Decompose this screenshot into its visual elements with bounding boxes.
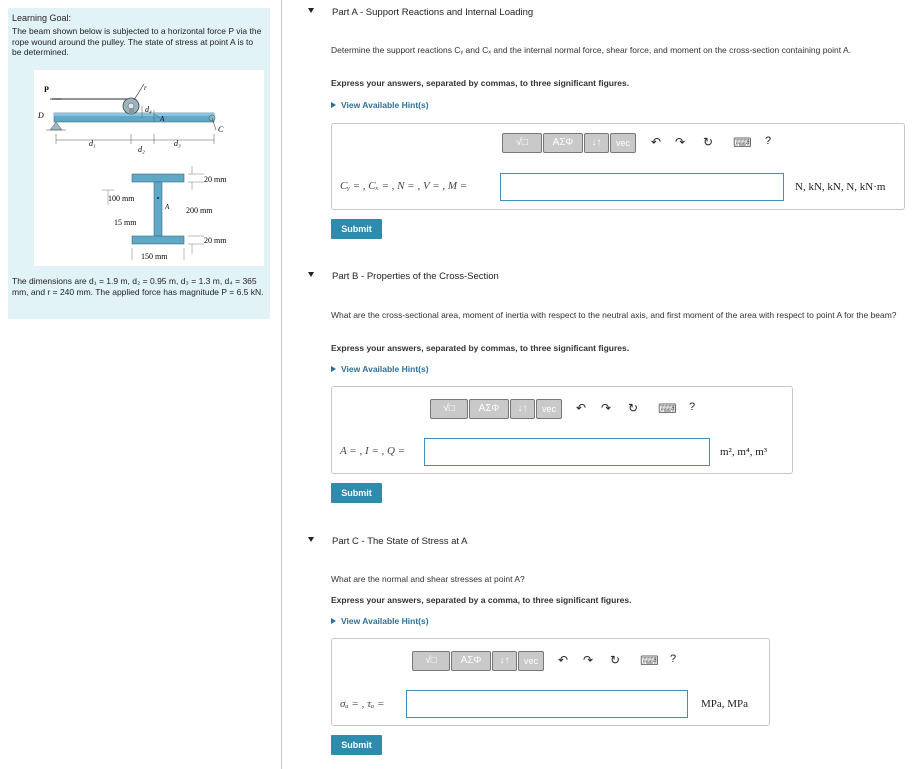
learning-goal-panel [8, 8, 270, 319]
collapse-triangle-icon [308, 272, 314, 277]
part-c-question: What are the normal and shear stresses at point A? [331, 574, 525, 584]
arrows-button[interactable]: ↓↑ [584, 133, 609, 153]
help-icon[interactable]: ? [689, 401, 696, 413]
greek-button[interactable]: ΑΣΦ [543, 133, 583, 153]
templates-button[interactable]: √□ [502, 133, 542, 153]
vec-button[interactable]: vec [610, 133, 636, 153]
learning-goal-title: Learning Goal: [12, 13, 72, 23]
templates-button[interactable]: √□ [430, 399, 468, 419]
collapse-triangle-icon [308, 537, 314, 542]
part-b-answer-box [331, 386, 793, 474]
part-b-submit-button[interactable]: Submit [331, 483, 382, 503]
part-a-question: Determine the support reactions Cᵧ and Cₓ and the internal normal force, shear force, and moment on the cross-section containing point A. [331, 45, 852, 55]
part-c-answer-box [331, 638, 770, 726]
label-d: D [38, 111, 44, 120]
part-b-instruction: Express your answers, separated by commas, to three significant figures. [331, 343, 630, 353]
dimensions-text: The dimensions are d₁ = 1.9 m, d₂ = 0.95 m, d₃ = 1.3 m, d₄ = 365 mm, and r = 240 mm. The applied force has magnitude P = 6.5 kN. [12, 276, 264, 297]
redo-icon[interactable]: ↷ [675, 135, 686, 149]
greek-button[interactable]: ΑΣΦ [469, 399, 509, 419]
label-d2: d₂ [138, 145, 145, 154]
panel-divider [281, 0, 282, 769]
reset-icon[interactable]: ↻ [628, 401, 639, 415]
label-web-thickness: 15 mm [114, 218, 137, 227]
part-c-submit-button[interactable]: Submit [331, 735, 382, 755]
part-a-equation-label: Cᵧ = , Cₓ = , N = , V = , M = [340, 180, 468, 192]
learning-goal-text: The beam shown below is subjected to a horizontal force P via the rope wound around the pulley. The state of stress at point A is to be determined. [12, 26, 262, 57]
expand-triangle-icon [331, 366, 336, 372]
part-a-answer-input[interactable] [500, 173, 784, 201]
help-icon[interactable]: ? [765, 135, 772, 147]
beam-figure [34, 70, 264, 266]
redo-icon[interactable]: ↷ [601, 401, 612, 415]
reset-icon[interactable]: ↻ [610, 653, 621, 667]
i-beam-cross-section [132, 174, 184, 244]
part-b-toolbar [430, 399, 720, 419]
reset-icon[interactable]: ↻ [703, 135, 714, 149]
expand-triangle-icon [331, 618, 336, 624]
part-b-hint-link[interactable]: View Available Hint(s) [331, 364, 429, 374]
undo-icon[interactable]: ↶ [576, 401, 587, 415]
keyboard-icon[interactable]: ⌨ [640, 653, 659, 668]
part-b-answer-input[interactable] [424, 438, 710, 466]
templates-button[interactable]: √□ [412, 651, 450, 671]
part-a-hint-link[interactable]: View Available Hint(s) [331, 100, 429, 110]
arrows-button[interactable]: ↓↑ [510, 399, 535, 419]
redo-icon[interactable]: ↷ [583, 653, 594, 667]
label-d3: d₃ [174, 139, 181, 148]
part-c-hint-link[interactable]: View Available Hint(s) [331, 616, 429, 626]
label-c: C [218, 125, 224, 134]
label-a: A [160, 115, 165, 123]
label-flange-width: 100 mm [108, 194, 135, 203]
part-c-equation-label: σₐ = , τₐ = [340, 698, 385, 710]
collapse-triangle-icon [308, 8, 314, 13]
part-a-units: N, kN, kN, N, kN·m [795, 181, 886, 193]
label-d4: d₄ [145, 105, 152, 114]
part-c-toolbar [412, 651, 702, 671]
vec-button[interactable]: vec [518, 651, 544, 671]
undo-icon[interactable]: ↶ [651, 135, 662, 149]
part-a-toolbar [502, 133, 792, 153]
part-a-instruction: Express your answers, separated by commas, to three significant figures. [331, 78, 630, 88]
part-b-equation-label: A = , I = , Q = [340, 445, 406, 457]
label-web-height: 200 mm [186, 206, 213, 215]
part-c-instruction: Express your answers, separated by a comma, to three significant figures. [331, 595, 632, 605]
part-b-question: What are the cross-sectional area, moment of inertia with respect to the neutral axis, and first moment of the area with respect to point A for the beam? [331, 310, 897, 320]
label-d1: d₁ [89, 139, 96, 148]
pin-support-d [50, 122, 62, 130]
label-section-width: 150 mm [141, 252, 168, 261]
undo-icon[interactable]: ↶ [558, 653, 569, 667]
label-flange-bottom: 20 mm [204, 236, 227, 245]
label-p: P [44, 85, 49, 94]
help-icon[interactable]: ? [670, 653, 677, 665]
label-a-section: A [165, 203, 170, 211]
label-flange-top: 20 mm [204, 175, 227, 184]
expand-triangle-icon [331, 102, 336, 108]
part-b-units: m², m⁴, m³ [720, 446, 768, 458]
part-a-answer-box [331, 123, 905, 210]
part-a-submit-button[interactable]: Submit [331, 219, 382, 239]
vec-button[interactable]: vec [536, 399, 562, 419]
arrows-button[interactable]: ↓↑ [492, 651, 517, 671]
part-c-units: MPa, MPa [701, 698, 749, 710]
greek-button[interactable]: ΑΣΦ [451, 651, 491, 671]
keyboard-icon[interactable]: ⌨ [733, 135, 752, 150]
keyboard-icon[interactable]: ⌨ [658, 401, 677, 416]
label-r: r [144, 84, 147, 92]
part-c-answer-input[interactable] [406, 690, 688, 718]
